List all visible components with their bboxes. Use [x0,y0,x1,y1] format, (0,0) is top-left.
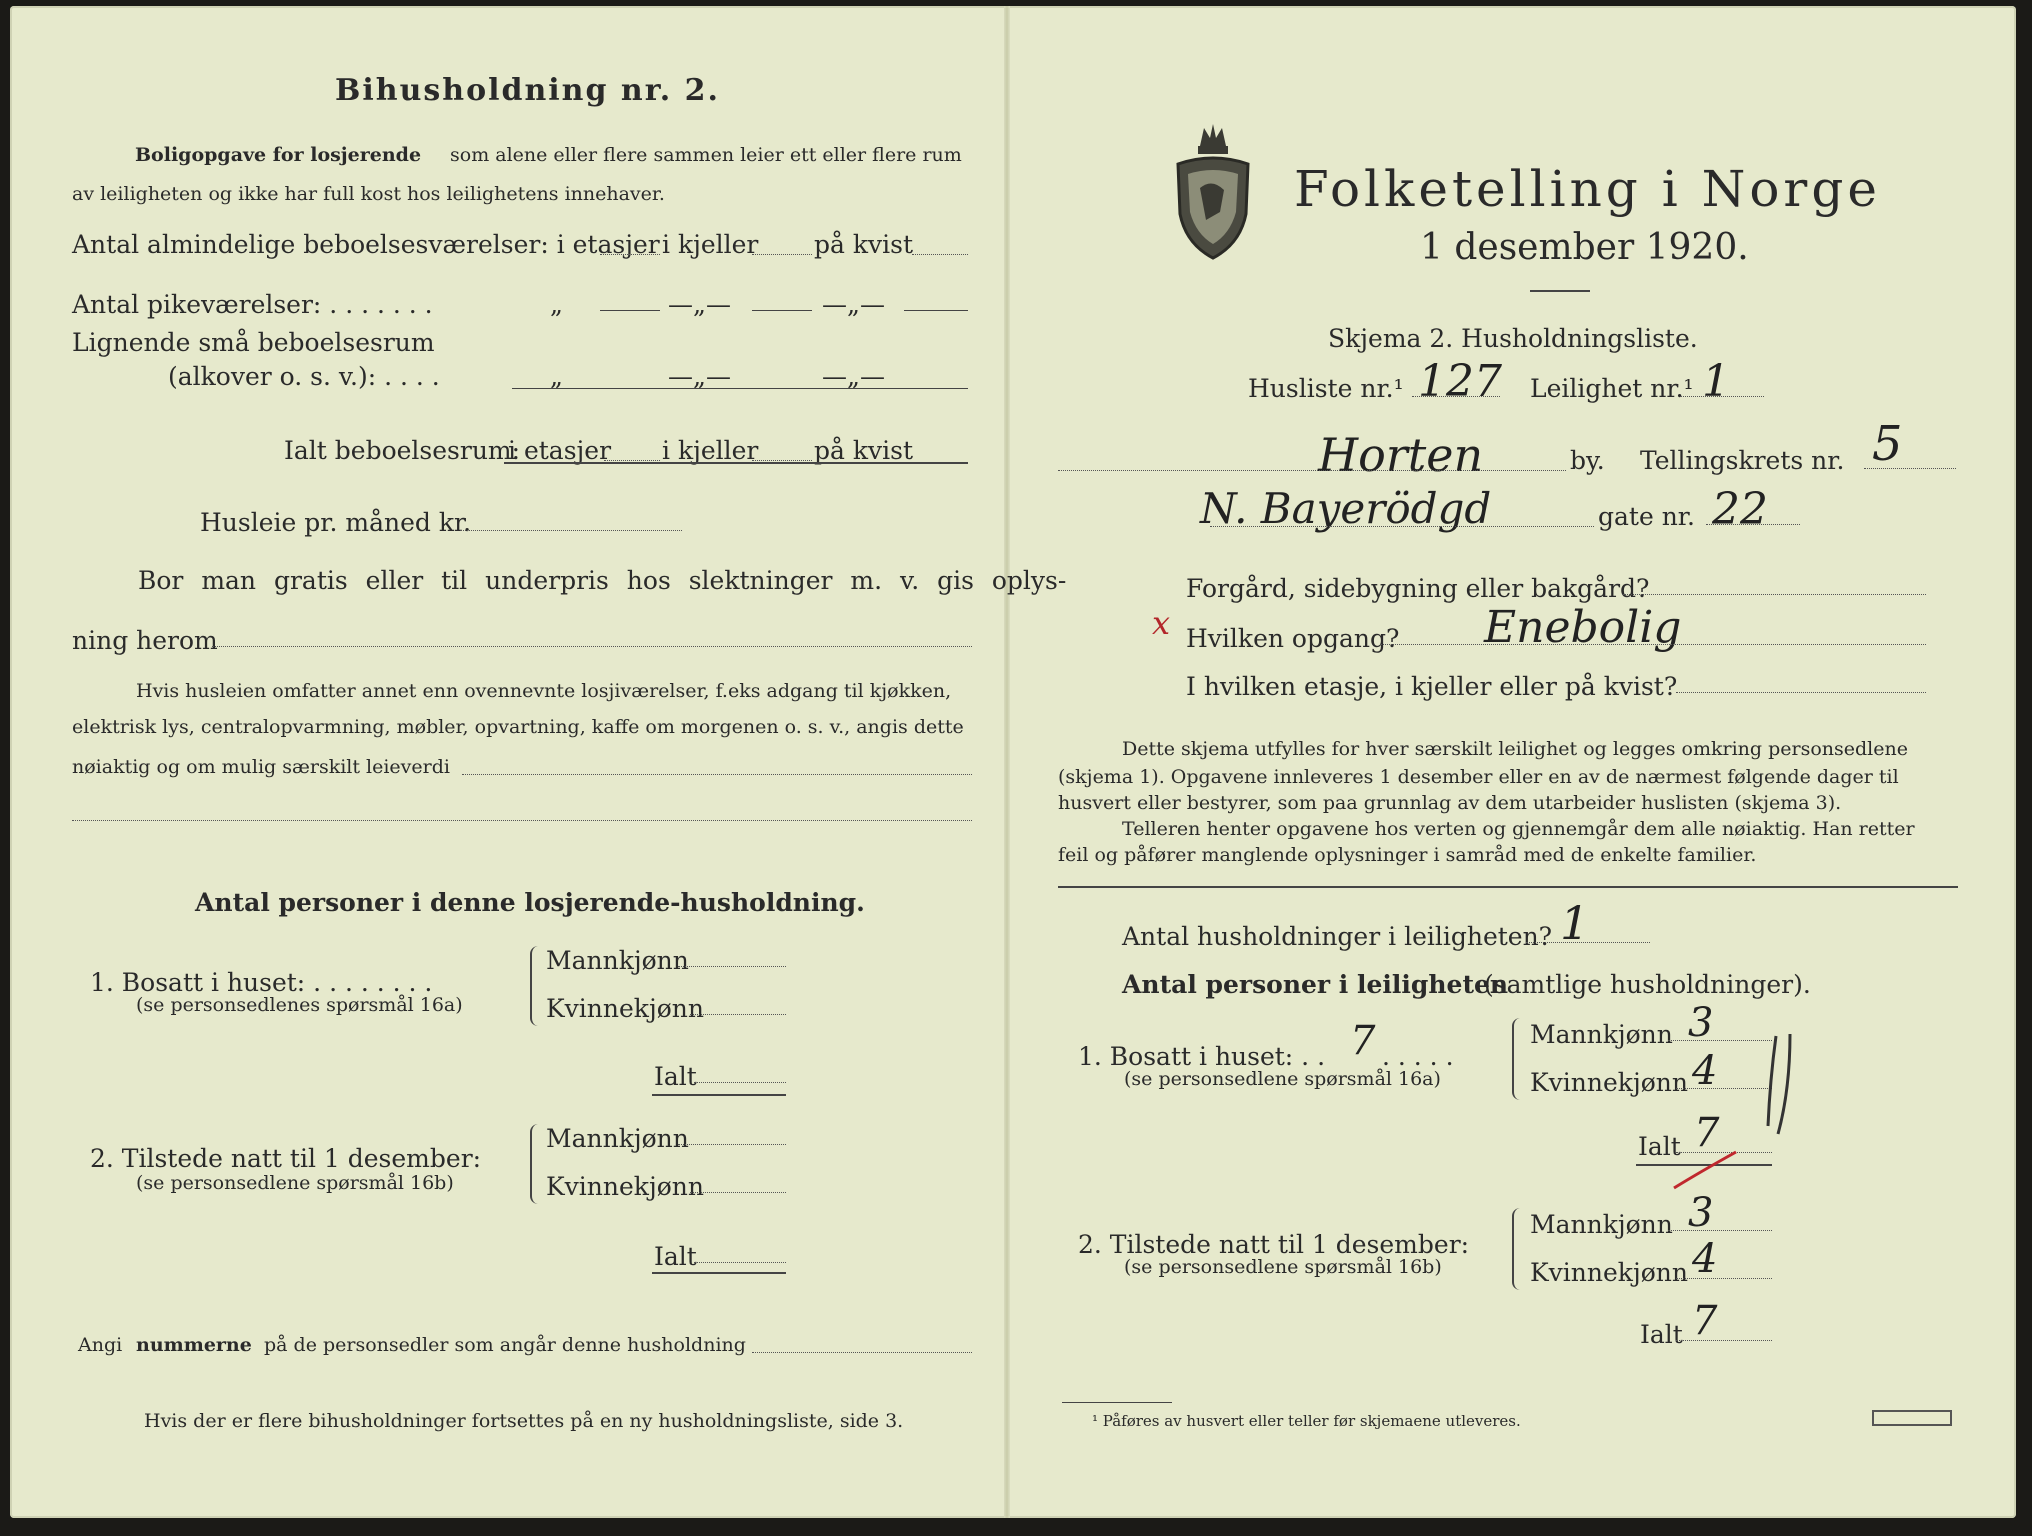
r-q1-sub: (se personsedlene spørsmål 16a) [1124,1068,1441,1090]
q2-kvinne-line [690,1192,786,1193]
intro-bold: Boligopgave for losjerende [135,144,422,166]
ialt-kjeller-line [752,460,812,461]
by-label: by. [1570,446,1605,475]
r-q2-mann-value: 3 [1688,1190,1714,1236]
r-q1-ialt: Ialt [1638,1132,1681,1161]
info-line-5: feil og påfører manglende oplysninger i samråd med de enkelte familier. [1058,844,1757,866]
q2-ialt-line [694,1262,786,1263]
r-q2-label: 2. Tilstede natt til 1 desember: [1078,1230,1470,1259]
opgang-label: Hvilken opgang? [1186,624,1400,653]
section-rule [1058,886,1958,888]
leilighet-line [1680,396,1764,397]
hvis-line-1: Hvis husleien omfatter annet enn ovennevnte losjiværelser, f.eks adgang til kjøkken, [136,680,952,702]
r-q2-mann-line [1668,1230,1772,1231]
q1-label: 1. Bosatt i huset: . . . . . . . . [90,968,433,997]
r-q2-mann: Mannkjønn [1530,1210,1673,1239]
lignende-sep-1: —„— [668,362,731,391]
q2-mann-line [678,1144,786,1145]
q1-kvinne-line [690,1014,786,1015]
pike-sep-2: —„— [822,290,885,319]
info-line-4: Telleren henter opgavene hos verten og gjennemgår dem alle nøiaktig. Han retter [1122,818,1915,840]
r-q1-kvinne-value: 4 [1692,1048,1718,1094]
personer-bold: Antal personer i leiligheten [1122,970,1509,999]
lignende-line-2: (alkover o. s. v.): . . . . [168,362,440,391]
r-q1-ialt-value: 7 [1694,1110,1720,1156]
rooms-kvist-line [912,254,968,255]
norwegian-crest-icon [1170,116,1256,264]
forgard-label: Forgård, sidebygning eller bakgård? [1186,574,1650,603]
q2-brace [530,1124,542,1204]
gate-line [1210,526,1594,527]
lignende-ditto: „ [550,362,563,391]
q1-mann-line [678,966,786,967]
q1-brace [530,946,542,1026]
rooms-kjeller: i kjeller [662,230,759,259]
q2-mann: Mannkjønn [546,1124,689,1153]
q1-sub: (se personsedlenes spørsmål 16a) [136,994,463,1016]
pike-label: Antal pikeværelser: . . . . . . . [72,290,433,319]
by-line [1058,470,1566,471]
r-q1-label: 1. Bosatt i huset: . . [1078,1042,1326,1071]
pike-ditto: „ [550,290,563,319]
ialt-kvist: på kvist [814,436,913,465]
q1-ialt-underline [652,1094,786,1096]
gate-label: gate nr. [1598,502,1695,531]
antal-title: Antal personer i denne losjerende-husholdning. [195,888,865,917]
leilighet-value: 1 [1702,356,1730,407]
ialt-underline [504,462,968,464]
skjema-label: Skjema 2. Husholdningsliste. [1328,324,1698,353]
left-title: Bihusholdning nr. 2. [335,73,720,108]
etasje-label: I hvilken etasje, i kjeller eller på kvist? [1186,672,1678,701]
husliste-line [1412,396,1500,397]
gratis-line-1: Bor man gratis eller til underpris hos slektninger m. v. gis oplys- [138,566,1067,595]
rooms-etasjer-line [600,254,660,255]
pike-sep-1: —„— [668,290,731,319]
q1-ialt-line [694,1082,786,1083]
angi-pre: Angi [78,1334,123,1356]
r-q2-kvinne-value: 4 [1692,1236,1718,1282]
pike-line-1 [600,310,660,311]
r-q2-kvinne: Kvinnekjønn [1530,1258,1688,1287]
q1-ialt: Ialt [654,1062,697,1091]
gratis-line-2: ning herom [72,626,218,655]
r-q2-kvinne-line [1676,1278,1772,1279]
opgang-line [1380,644,1926,645]
lignende-sep-2: —„— [822,362,885,391]
leilighet-label: Leilighet nr.¹ [1530,374,1694,403]
info-line-3: husvert eller bestyrer, som paa grunnlag av dem utarbeider huslisten (skjema 3). [1058,792,1842,814]
rooms-kjeller-line [752,254,812,255]
tellingskrets-line [1864,468,1956,469]
hush-line [1526,942,1650,943]
r-q1-mann: Mannkjønn [1530,1020,1673,1049]
personer-rest: (samtlige husholdninger). [1484,970,1811,999]
q2-kvinne: Kvinnekjønn [546,1172,704,1201]
gratis-line [212,646,972,647]
ialt-etasjer: i etasjer [508,436,612,465]
r-q2-ialt-line [1676,1340,1772,1341]
page-fold [1004,6,1010,1518]
husliste-value: 127 [1418,356,1502,407]
footnote-rule [1062,1402,1172,1403]
form-date: 1 desember 1920. [1420,227,1749,268]
r-q2-ialt-value: 7 [1692,1298,1718,1344]
r-q1-brace [1512,1018,1524,1100]
angi-bold: nummerne [136,1334,252,1356]
gate-nr-value: 22 [1712,484,1768,535]
q1-mann: Mannkjønn [546,946,689,975]
r-q1-kvinne: Kvinnekjønn [1530,1068,1688,1097]
red-check-mark-icon [1670,1148,1740,1192]
hvis-line-3: nøiaktig og om mulig særskilt leieverdi [72,756,450,778]
etasje-line [1676,692,1926,693]
tellingskrets-value: 5 [1872,416,1903,472]
pike-line-2 [752,310,812,311]
angi-post: på de personsedler som angår denne husholdning [264,1334,746,1356]
q2-ialt: Ialt [654,1242,697,1271]
opgang-mark: x [1152,604,1171,642]
q2-label: 2. Tilstede natt til 1 desember: [90,1144,482,1173]
gate-nr-line [1706,524,1800,525]
hush-label: Antal husholdninger i leiligheten? [1122,922,1553,951]
husliste-label: Husliste nr.¹ [1248,374,1404,403]
husleie-label: Husleie pr. måned kr. [200,508,472,537]
date-rule [1530,290,1590,292]
r-q2-brace [1512,1208,1524,1290]
hush-value: 1 [1560,896,1590,950]
r-q1-mark: 7 [1350,1018,1376,1064]
opgang-value: Enebolig [1484,602,1682,653]
r-q2-sub: (se personsedlene spørsmål 16b) [1124,1256,1442,1278]
info-line-1: Dette skjema utfylles for hver særskilt leilighet og legges omkring personsedlene [1122,738,1908,760]
r-q2-ialt: Ialt [1640,1320,1683,1349]
rooms-kvist: på kvist [814,230,913,259]
gate-value: N. Bayerödgd [1200,484,1492,533]
info-line-2: (skjema 1). Opgavene innleveres 1 desember eller en av de nærmest følgende dager til [1058,766,1899,788]
ialt-kjeller: i kjeller [662,436,759,465]
by-value: Horten [1318,428,1484,482]
ialt-etasjer-line [604,460,660,461]
forgard-line [1622,594,1926,595]
angi-line [752,1352,972,1353]
q2-sub: (se personsedlene spørsmål 16b) [136,1172,454,1194]
tally-mark-icon [1756,1030,1796,1140]
hvis-line [462,774,972,775]
form-title: Folketelling i Norge [1294,160,1881,218]
q1-kvinne: Kvinnekjønn [546,994,704,1023]
lignende-line-1: Lignende små beboelsesrum [72,328,435,357]
tellingskrets-label: Tellingskrets nr. [1640,446,1845,475]
footnote: ¹ Påføres av husvert eller teller før skjemaene utleveres. [1092,1412,1521,1430]
husleie-line [460,530,682,531]
ialt-label: Ialt beboelsesrum: [284,436,521,465]
q2-ialt-underline [652,1272,786,1274]
hvis-line-2: elektrisk lys, centralopvarmning, møbler, opvartning, kaffe om morgenen o. s. v., angis dette [72,716,964,738]
intro-line-1: som alene eller flere sammen leier ett eller flere rum [450,144,962,166]
rooms-label: Antal almindelige beboelsesværelser: i etasjer [72,230,660,259]
hvis-line-extra [72,820,972,821]
intro-line-2: av leiligheten og ikke har full kost hos leilighetens innehaver. [72,183,665,205]
pike-line-3 [904,310,968,311]
r-q1-mann-value: 3 [1688,1000,1714,1046]
printer-stamp [1872,1410,1952,1426]
left-footer: Hvis der er flere bihusholdninger fortsettes på en ny husholdningsliste, side 3. [144,1410,904,1432]
lignende-underline [512,388,968,389]
r-q1-dots: . . . . . [1382,1042,1454,1071]
